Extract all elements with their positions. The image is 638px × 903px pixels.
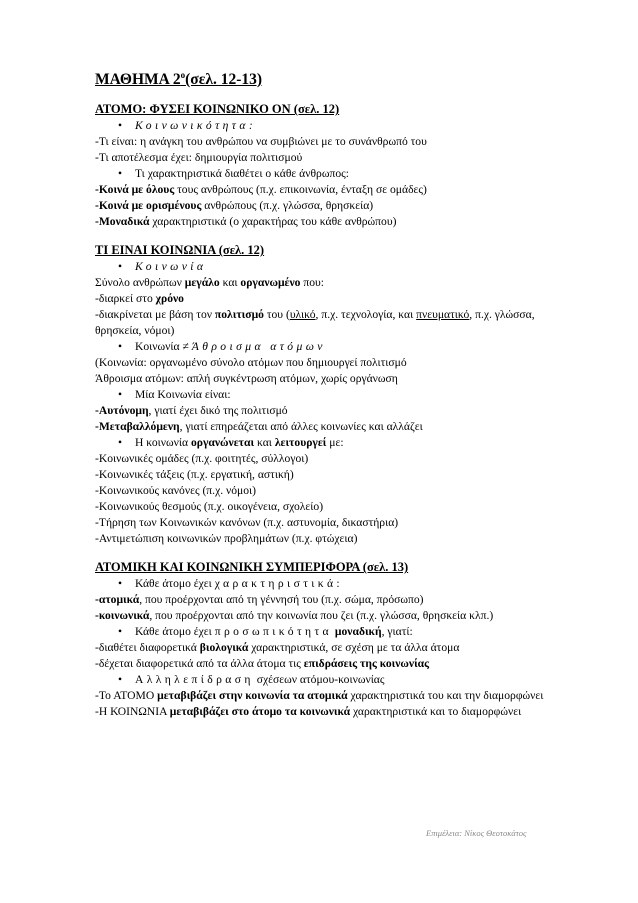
bullet-item: • Κοινωνία ≠ Άθροισμα ατόμων [118,340,326,354]
bullet-item: • Κάθε άτομο έχει χαρακτηριστικά: [118,577,344,591]
text-line: -Κοινά με όλους τους ανθρώπους (π.χ. επικοινωνία, ένταξη σε ομάδες) [95,183,427,197]
text-line: -Τι είναι: η ανάγκη του ανθρώπου να συμβιώνει με το συνάνθρωπό του [95,135,427,149]
bullet-icon: • [118,577,123,591]
bullet-icon: • [118,673,123,687]
text-line: Σύνολο ανθρώπων μεγάλο και οργανωμένο που: [95,276,324,290]
text-line: -Κοινά με ορισμένους ανθρώπους (π.χ. γλώσσα, θρησκεία) [95,199,374,213]
text-line: -διαρκεί στο χρόνο [95,292,184,306]
footer-credit: Επιμέλεια: Νίκος Θεοτοκάτος [426,828,527,838]
section-heading-symperifora: ΑΤΟΜΙΚΗ ΚΑΙ ΚΟΙΝΩΝΙΚΗ ΣΥΜΠΕΡΙΦΟΡΑ (σελ. 13) [95,560,409,575]
text-paragraph: -διακρίνεται με βάση τον πολιτισμό του (υλικό, π.χ. τεχνολογία, και πνευματικό, π.χ. γλώσσα, θρησκεία, νόμοι) [95,308,535,338]
bullet-icon: • [118,436,123,450]
text-line: -διαθέτει διαφορετικά βιολογικά χαρακτηριστικά, σε σχέση με τα άλλα άτομα [95,641,460,655]
text-line: -Κοινωνικούς κανόνες (π.χ. νόμοι) [95,484,257,498]
section-heading-atomo: ΑΤΟΜΟ: ΦΥΣΕΙ ΚΟΙΝΩΝΙΚΟ ΟΝ (σελ. 12) [95,102,340,117]
bullet-item: • Τι χαρακτηριστικά διαθέτει ο κάθε άνθρωπος: [118,167,349,181]
bullet-item: • Κοινωνία [118,260,207,274]
text-paragraph: -Η ΚΟΙΝΩΝΙΑ μεταβιβάζει στο άτομο τα κοινωνικά χαρακτηριστικά και το διαμορφώνει [95,705,522,719]
bullet-icon: • [118,119,123,133]
text-line: (Κοινωνία: οργανωμένο σύνολο ατόμων που δημιουργεί πολιτισμό [95,356,407,370]
text-line: -Τήρηση των Κοινωνικών κανόνων (π.χ. αστυνομία, δικαστήρια) [95,516,399,530]
text-line: -κοινωνικά, που προέρχονται από την κοινωνία που ζει (π.χ. γλώσσα, θρησκεία κλπ.) [95,609,494,623]
text-line: Άθροισμα ατόμων: απλή συγκέντρωση ατόμων, χωρίς οργάνωση [95,372,398,386]
section-heading-koinonia: ΤΙ ΕΙΝΑΙ ΚΟΙΝΩΝΙΑ (σελ. 12) [95,243,265,258]
text-line: -Κοινωνικούς θεσμούς (π.χ. οικογένεια, σχολείο) [95,500,324,514]
bullet-icon: • [118,167,123,181]
text-line: -Μοναδικά χαρακτηριστικά (ο χαρακτήρας του κάθε ανθρώπου) [95,215,397,229]
bullet-item: • Η κοινωνία οργανώνεται και λειτουργεί με: [118,436,344,450]
title-superscript: ο [180,70,186,80]
text-line: -δέχεται διαφορετικά από τα άλλα άτομα τις επιδράσεις της κοινωνίας [95,657,430,671]
text-line: -Κοινωνικές τάξεις (π.χ. εργατική, αστική) [95,468,294,482]
text-paragraph: -Το ΑΤΟΜΟ μεταβιβάζει στην κοινωνία τα ατομικά χαρακτηριστικά του και την διαμορφώνει [95,689,544,703]
document-page [95,70,565,720]
lesson-title [95,70,565,89]
text-line: -Μεταβαλλόμενη, γιατί επηρεάζεται από άλλες κοινωνίες και αλλάζει [95,420,423,434]
bullet-item: • Κοινωνικότητα: [118,119,257,133]
title-text: ΜΑΘΗΜΑ 2 [95,71,181,89]
bullet-icon: • [118,260,123,274]
text-line: -Τι αποτέλεσμα έχει: δημιουργία πολιτισμού [95,151,303,165]
bullet-item: • Αλληλεπίδραση σχέσεων ατόμου-κοινωνίας [118,673,385,687]
bullet-icon: • [118,625,123,639]
text-line: -Αυτόνομη, γιατί έχει δικό της πολιτισμό [95,404,288,418]
bullet-item: • Μία Κοινωνία είναι: [118,388,231,402]
text-line: -Κοινωνικές ομάδες (π.χ. φοιτητές, σύλλογοι) [95,452,309,466]
text-line: -Αντιμετώπιση κοινωνικών προβλημάτων (π.χ. φτώχεια) [95,532,358,546]
bullet-icon: • [118,388,123,402]
bullet-icon: • [118,340,123,354]
title-pages: (σελ. 12-13) [185,71,263,89]
bullet-item: • Κάθε άτομο έχει προσωπικότητα μοναδική, γιατί: [118,625,413,639]
text-line: -ατομικά, που προέρχονται από τη γέννησή του (π.χ. σώμα, πρόσωπο) [95,593,424,607]
